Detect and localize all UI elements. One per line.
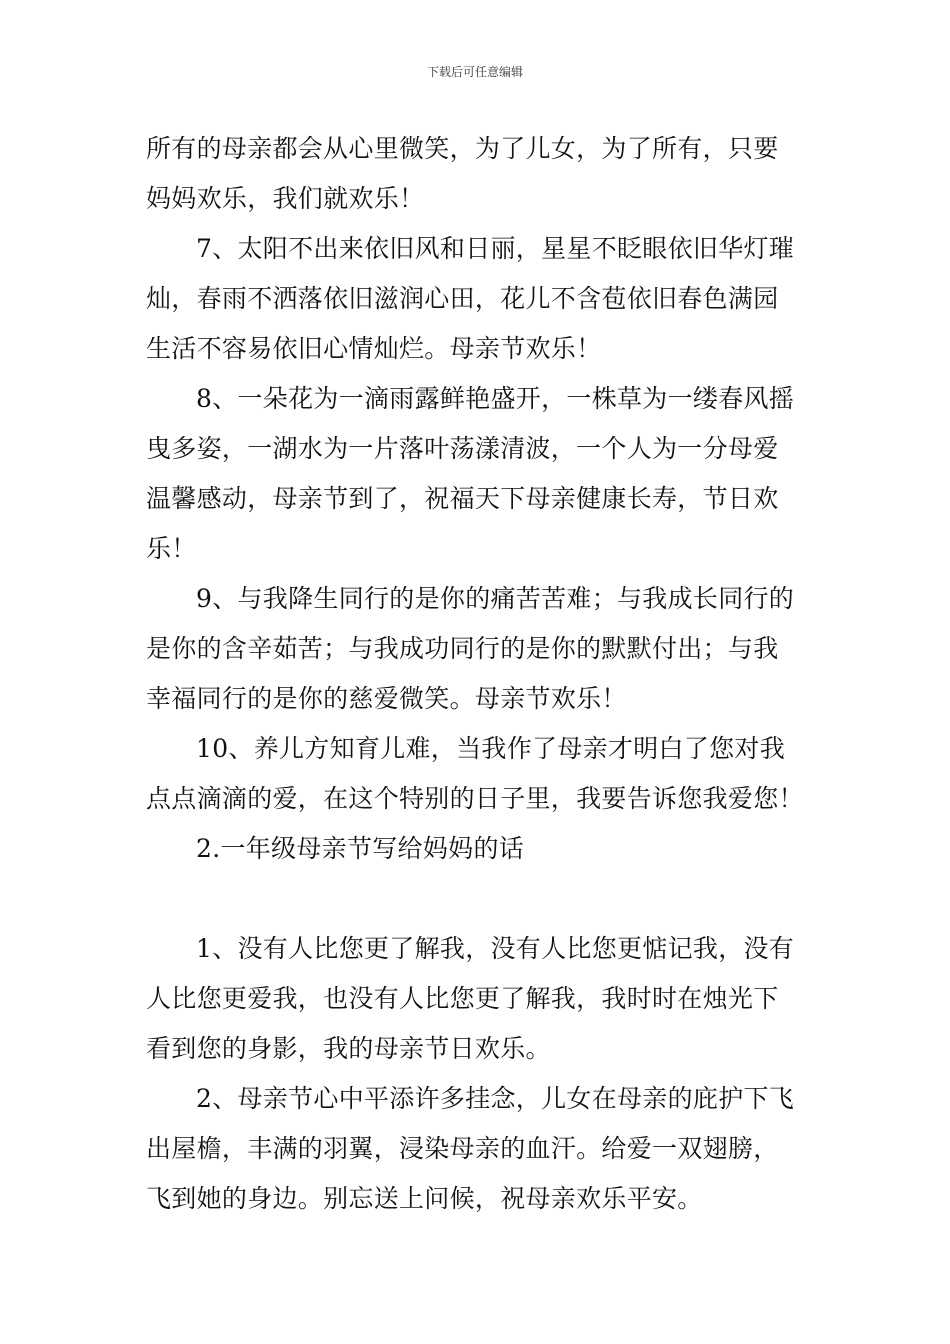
text-line: 10、养儿方知育儿难，当我作了母亲才明白了您对我 xyxy=(196,734,786,763)
text-line: 看到您的身影，我的母亲节日欢乐。 xyxy=(146,1034,551,1063)
text-line: 妈妈欢乐，我们就欢乐！ xyxy=(146,184,425,213)
text-line: 温馨感动，母亲节到了，祝福天下母亲健康长寿，节日欢 xyxy=(146,484,779,513)
section-heading: 2.一年级母亲节写给妈妈的话 xyxy=(196,834,525,863)
text-line: 飞到她的身边。别忘送上问候，祝母亲欢乐平安。 xyxy=(146,1184,703,1213)
text-line: 曳多姿，一湖水为一片落叶荡漾清波，一个人为一分母爱 xyxy=(146,434,779,463)
page-header: 下载后可任意编辑 xyxy=(426,65,523,79)
text-line: 幸福同行的是你的慈爱微笑。母亲节欢乐！ xyxy=(146,684,627,713)
text-line: 9、与我降生同行的是你的痛苦苦难；与我成长同行的 xyxy=(196,584,795,613)
text-line: 生活不容易依旧心情灿烂。母亲节欢乐！ xyxy=(146,334,602,363)
text-line: 点点滴滴的爱，在这个特别的日子里，我要告诉您我爱您！ xyxy=(146,784,804,813)
text-line: 7、太阳不出来依旧风和日丽，星星不眨眼依旧华灯璀 xyxy=(196,234,795,263)
text-line: 2、母亲节心中平添许多挂念，儿女在母亲的庇护下飞 xyxy=(196,1084,795,1113)
text-line: 所有的母亲都会从心里微笑，为了儿女，为了所有，只要 xyxy=(146,134,779,163)
text-line: 是你的含辛茹苦；与我成功同行的是你的默默付出；与我 xyxy=(146,634,779,663)
text-line: 出屋檐，丰满的羽翼，浸染母亲的血汗。给爱一双翅膀， xyxy=(146,1134,779,1163)
text-line: 乐！ xyxy=(146,534,197,563)
text-line: 1、没有人比您更了解我，没有人比您更惦记我，没有 xyxy=(196,934,795,963)
text-line: 人比您更爱我，也没有人比您更了解我，我时时在烛光下 xyxy=(146,984,779,1013)
text-line: 灿，春雨不洒落依旧滋润心田，花儿不含苞依旧春色满园 xyxy=(146,284,779,313)
text-line: 8、一朵花为一滴雨露鲜艳盛开，一株草为一缕春风摇 xyxy=(196,384,795,413)
